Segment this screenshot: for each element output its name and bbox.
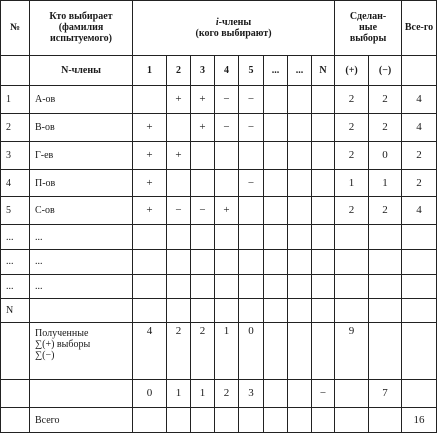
choice-cell — [167, 114, 191, 142]
data-rows — [1, 86, 437, 323]
choice-cell — [312, 225, 335, 250]
row-plus — [335, 225, 369, 250]
choice-cell — [288, 225, 312, 250]
choice-cell — [133, 225, 167, 250]
row-minus — [369, 249, 402, 274]
choice-cell — [215, 249, 239, 274]
choice-cell — [191, 249, 215, 274]
choice-cell: − — [239, 169, 264, 197]
choice-cell — [239, 197, 264, 225]
received-minus-made: 7 — [369, 379, 402, 408]
row-minus: 1 — [369, 169, 402, 197]
received-minus-plus-empty — [335, 379, 369, 408]
table-row — [1, 225, 437, 250]
subheader-col: 4 — [215, 55, 239, 86]
table-row — [1, 197, 437, 225]
total-empty-cell — [215, 408, 239, 433]
choice-cell — [167, 299, 191, 323]
received-minus-cell: − — [312, 379, 335, 408]
choice-cell — [133, 274, 167, 299]
choice-cell — [312, 114, 335, 142]
table-row — [1, 169, 437, 197]
row-number: 2 — [1, 114, 30, 142]
row-total: 4 — [402, 197, 437, 225]
total-empty-cell — [369, 408, 402, 433]
total-empty-cell — [191, 408, 215, 433]
received-label-line2: ∑(+) выборы — [35, 338, 91, 350]
received-plus-cell — [288, 322, 312, 379]
table-row — [1, 299, 437, 323]
choice-cell — [191, 225, 215, 250]
header-num: № — [1, 1, 30, 56]
choice-cell — [215, 225, 239, 250]
choice-cell — [133, 299, 167, 323]
row-total — [402, 274, 437, 299]
choice-cell — [312, 299, 335, 323]
choice-cell — [191, 299, 215, 323]
choice-cell — [264, 169, 288, 197]
choice-cell — [191, 169, 215, 197]
choice-cell — [264, 299, 288, 323]
row-number: ... — [1, 274, 30, 299]
choice-cell — [312, 86, 335, 114]
subheader-col: 1 — [133, 55, 167, 86]
received-minus-cell: 2 — [215, 379, 239, 408]
total-empty-cell — [335, 408, 369, 433]
header-i-letter: i — [215, 16, 219, 28]
subheader-col: ... — [288, 55, 312, 86]
row-plus: 1 — [335, 169, 369, 197]
row-name: Г-ев — [30, 141, 133, 169]
row-plus — [335, 249, 369, 274]
table-row — [1, 86, 437, 114]
choice-cell: − — [191, 197, 215, 225]
received-minus-cell: 3 — [239, 379, 264, 408]
total-empty-cell — [133, 408, 167, 433]
row-name: ... — [30, 274, 133, 299]
received-plus-cell: 2 — [167, 322, 191, 379]
choice-cell: + — [215, 197, 239, 225]
choice-cell — [167, 225, 191, 250]
choice-cell — [264, 86, 288, 114]
received-plus-cell: 2 — [191, 322, 215, 379]
choice-cell — [215, 141, 239, 169]
choice-cell: − — [167, 197, 191, 225]
received-minus-cell: 1 — [191, 379, 215, 408]
received-label-line1: Полученные — [35, 327, 89, 339]
choice-cell — [312, 141, 335, 169]
choice-cell: − — [215, 114, 239, 142]
choice-cell — [288, 249, 312, 274]
received-plus-minus-empty — [369, 322, 402, 379]
choice-cell — [288, 86, 312, 114]
row-number: ... — [1, 249, 30, 274]
subheader-total-empty — [402, 55, 437, 86]
header-row-2 — [1, 55, 437, 86]
row-name: В-ов — [30, 114, 133, 142]
total-num-empty — [1, 408, 30, 433]
row-name: С-ов — [30, 197, 133, 225]
row-name — [30, 299, 133, 323]
choice-cell — [312, 169, 335, 197]
row-total — [402, 225, 437, 250]
row-plus: 2 — [335, 86, 369, 114]
choice-cell: + — [133, 114, 167, 142]
choice-cell: + — [167, 141, 191, 169]
choice-cell: − — [215, 86, 239, 114]
received-plus-total-empty — [402, 322, 437, 379]
choice-cell — [288, 299, 312, 323]
received-minus-cell — [288, 379, 312, 408]
choice-cell — [239, 249, 264, 274]
choice-cell — [191, 141, 215, 169]
choice-cell — [264, 274, 288, 299]
row-number: ... — [1, 225, 30, 250]
row-minus: 2 — [369, 86, 402, 114]
choice-cell — [191, 274, 215, 299]
header-i-members — [133, 1, 335, 56]
row-number: 1 — [1, 86, 30, 114]
row-total: 4 — [402, 86, 437, 114]
choice-cell — [133, 249, 167, 274]
subheader-n-members: N-члены — [30, 55, 133, 86]
received-minus-row — [1, 379, 437, 408]
row-minus — [369, 274, 402, 299]
choice-cell — [312, 197, 335, 225]
row-total — [402, 299, 437, 323]
received-plus-cell — [264, 322, 288, 379]
choice-cell — [167, 249, 191, 274]
choice-cell — [288, 197, 312, 225]
row-total: 2 — [402, 169, 437, 197]
received-plus-row — [1, 322, 437, 379]
choice-cell — [239, 274, 264, 299]
choice-cell — [288, 274, 312, 299]
received-plus-cell: 1 — [215, 322, 239, 379]
subheader-col: 2 — [167, 55, 191, 86]
choice-cell — [264, 249, 288, 274]
row-total — [402, 249, 437, 274]
received-plus-made: 9 — [335, 322, 369, 379]
total-empty-cell — [167, 408, 191, 433]
received-minus-num-empty — [1, 379, 30, 408]
row-number: 5 — [1, 197, 30, 225]
row-total: 4 — [402, 114, 437, 142]
choice-cell: + — [191, 86, 215, 114]
header-who-chooses: Кто выбирает (фамилия испытуемого) — [30, 1, 133, 56]
choice-cell — [264, 114, 288, 142]
header-members-word: -члены — [218, 16, 252, 28]
choice-cell: + — [133, 197, 167, 225]
row-plus — [335, 274, 369, 299]
choice-cell — [239, 225, 264, 250]
choice-cell — [239, 141, 264, 169]
choice-cell — [215, 274, 239, 299]
header-total: Все-го — [402, 1, 437, 56]
header-made-choices: Сделан-ные выборы — [335, 1, 402, 56]
row-name: А-ов — [30, 86, 133, 114]
choice-cell — [133, 86, 167, 114]
subheader-col: ... — [264, 55, 288, 86]
choice-cell: + — [191, 114, 215, 142]
row-plus: 2 — [335, 141, 369, 169]
row-name: П-ов — [30, 169, 133, 197]
choice-cell: − — [239, 86, 264, 114]
received-plus-cell: 4 — [133, 322, 167, 379]
choice-cell: + — [133, 141, 167, 169]
choice-cell: + — [133, 169, 167, 197]
total-empty-cell — [239, 408, 264, 433]
received-minus-cell: 1 — [167, 379, 191, 408]
header-row-1 — [1, 1, 437, 56]
subheader-minus: (−) — [369, 55, 402, 86]
subheader-col: 5 — [239, 55, 264, 86]
received-minus-total-empty — [402, 379, 437, 408]
received-minus-label-empty — [30, 379, 133, 408]
choice-cell — [288, 169, 312, 197]
row-number: 4 — [1, 169, 30, 197]
header-whom: (кого выбирают) — [195, 27, 272, 39]
row-total: 2 — [402, 141, 437, 169]
choice-cell — [264, 141, 288, 169]
choice-cell — [167, 274, 191, 299]
row-name: ... — [30, 249, 133, 274]
total-label: Всего — [30, 408, 133, 433]
row-name: ... — [30, 225, 133, 250]
total-empty-cell — [264, 408, 288, 433]
choice-cell — [288, 141, 312, 169]
row-number: N — [1, 299, 30, 323]
received-minus-cell — [264, 379, 288, 408]
total-value: 16 — [402, 408, 437, 433]
row-minus: 0 — [369, 141, 402, 169]
choice-cell — [312, 274, 335, 299]
choice-cell — [215, 299, 239, 323]
table-row — [1, 114, 437, 142]
row-plus: 2 — [335, 197, 369, 225]
row-minus: 2 — [369, 114, 402, 142]
row-number: 3 — [1, 141, 30, 169]
choice-cell: − — [239, 114, 264, 142]
received-num-empty — [1, 322, 30, 379]
row-minus — [369, 225, 402, 250]
row-minus: 2 — [369, 197, 402, 225]
choice-cell — [288, 114, 312, 142]
choice-cell — [264, 225, 288, 250]
received-plus-cell — [312, 322, 335, 379]
choice-cell — [215, 169, 239, 197]
choice-cell — [264, 197, 288, 225]
choice-cell — [239, 299, 264, 323]
row-plus: 2 — [335, 114, 369, 142]
table-row — [1, 249, 437, 274]
choice-cell: + — [167, 86, 191, 114]
total-row — [1, 408, 437, 433]
received-plus-cell: 0 — [239, 322, 264, 379]
total-empty-cell — [312, 408, 335, 433]
subheader-col: 3 — [191, 55, 215, 86]
table-row — [1, 274, 437, 299]
total-empty-cell — [288, 408, 312, 433]
subheader-col: N — [312, 55, 335, 86]
subheader-plus: (+) — [335, 55, 369, 86]
subheader-empty — [1, 55, 30, 86]
table-row — [1, 141, 437, 169]
row-plus — [335, 299, 369, 323]
received-label-line3: ∑(−) — [35, 349, 55, 361]
row-minus — [369, 299, 402, 323]
received-label — [30, 322, 133, 379]
choice-cell — [312, 249, 335, 274]
received-minus-cell: 0 — [133, 379, 167, 408]
choice-cell — [167, 169, 191, 197]
